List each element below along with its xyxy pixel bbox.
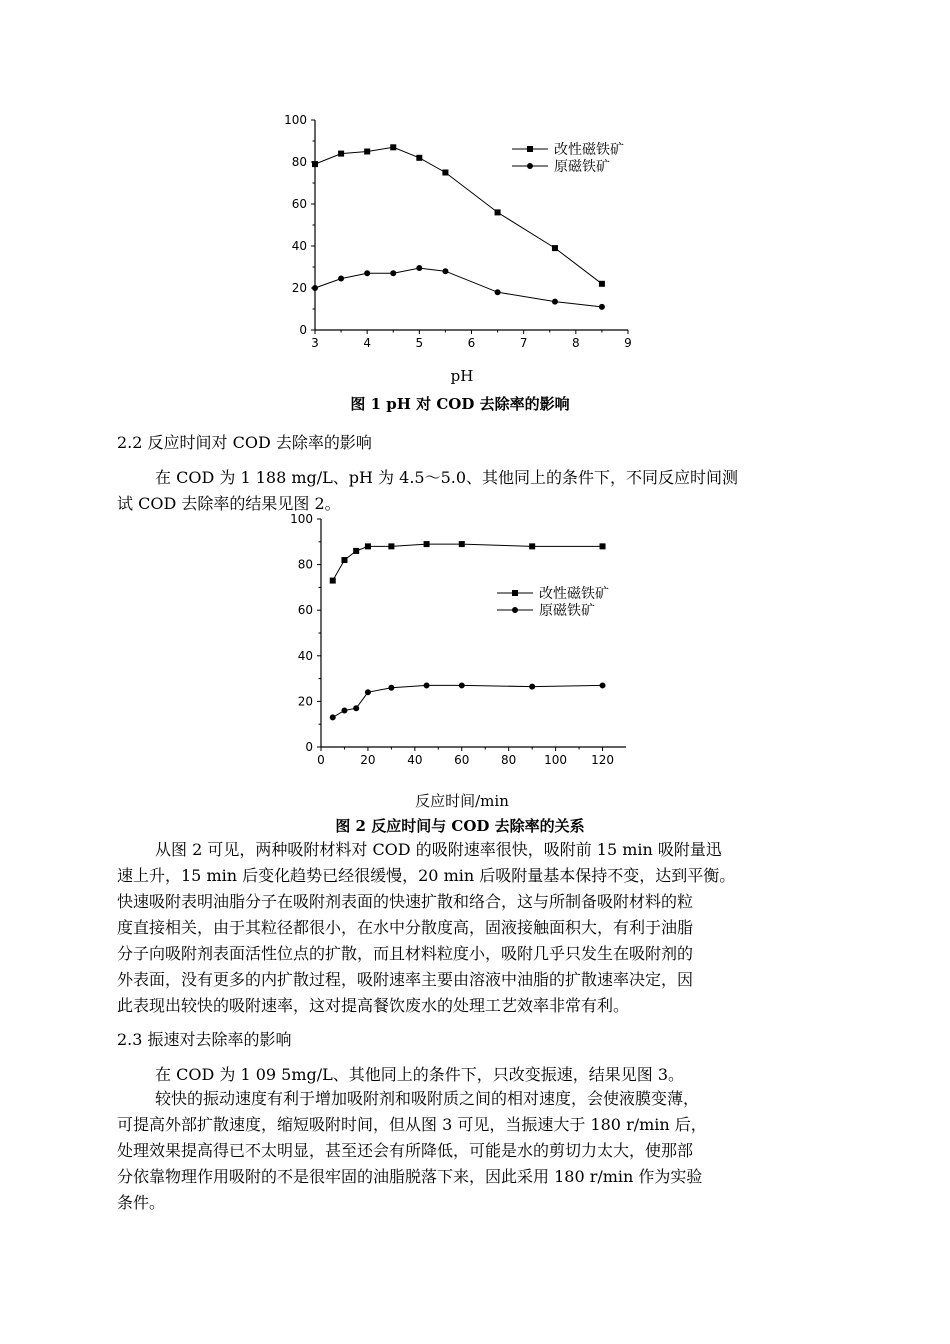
legend-label-1: 改性磁铁矿 <box>554 142 624 158</box>
x-tick-label: 7 <box>519 336 528 350</box>
intro-line: 试 COD 去除率的结果见图 2。 <box>117 494 341 513</box>
x-tick-label: 3 <box>311 336 319 350</box>
data-point-circle <box>600 682 606 688</box>
section-2-2-heading: 2.2 反应时间对 COD 去除率的影响 <box>117 433 372 452</box>
data-point-square <box>330 578 336 584</box>
y-tick-label: 20 <box>297 694 313 709</box>
figure-1-caption: 图 1 pH 对 COD 去除率的影响 <box>350 395 570 413</box>
figure-2-xlabel: 反应时间/min <box>415 792 509 810</box>
legend-label-2: 原磁铁矿 <box>539 603 595 619</box>
x-tick-label: 8 <box>572 336 580 350</box>
x-tick-label: 5 <box>415 336 424 350</box>
series-line-2 <box>333 685 603 717</box>
section-2-3-intro <box>117 1062 837 1088</box>
data-point-square <box>529 543 535 549</box>
discussion-line: 分子向吸附剂表面活性位点的扩散，而且材料粒度小，吸附几乎只发生在吸附剂的 <box>117 944 694 963</box>
data-point-circle <box>365 689 371 695</box>
section-2-3-body <box>117 1086 837 1216</box>
x-tick-label: 40 <box>407 753 423 767</box>
y-tick-label: 100 <box>284 113 307 127</box>
legend-label-1: 改性磁铁矿 <box>539 586 609 602</box>
legend-marker-circle <box>512 607 518 613</box>
data-point-square <box>388 543 394 549</box>
x-tick-label: 0 <box>317 753 325 767</box>
discussion-line: 度直接相关，由于其粒径都很小，在水中分散度高，固液接触面积大，有利于油脂 <box>117 918 694 937</box>
discussion-line: 速上升，15 min 后变化趋势已经很缓慢，20 min 后吸附量基本保持不变，达到平衡。 <box>117 866 736 885</box>
data-point-square <box>353 548 359 554</box>
x-tick-label: 120 <box>591 753 614 767</box>
data-point-square <box>365 543 371 549</box>
y-tick-label: 0 <box>299 323 307 337</box>
data-point-square <box>600 543 606 549</box>
y-tick-label: 80 <box>291 155 307 169</box>
x-tick-label: 4 <box>363 336 371 350</box>
data-point-circle <box>529 684 535 690</box>
legend-marker-square <box>512 590 518 596</box>
data-point-square <box>341 557 347 563</box>
body-line: 处理效果提高得已不太明显，甚至还会有所降低，可能是水的剪切力太大，使那部 <box>117 1141 694 1160</box>
data-point-circle <box>353 705 359 711</box>
x-tick-label: 6 <box>467 336 476 350</box>
intro-line: 在 COD 为 1 188 mg/L、pH 为 4.5～5.0、其他同上的条件下，不同反应时间测 <box>155 468 739 487</box>
section-2-3-heading: 2.3 振速对去除率的影响 <box>117 1030 292 1049</box>
series-line-1 <box>333 544 603 581</box>
y-tick-label: 60 <box>291 197 307 211</box>
y-tick-label: 0 <box>305 740 313 754</box>
y-tick-label: 20 <box>291 281 307 295</box>
data-point-circle <box>424 682 430 688</box>
body-line: 较快的振动速度有利于增加吸附剂和吸附质之间的相对速度，会使液膜变薄， <box>155 1089 700 1108</box>
y-tick-label: 40 <box>297 648 313 663</box>
y-tick-label: 80 <box>297 557 313 572</box>
body-line: 条件。 <box>117 1193 166 1212</box>
discussion-line: 从图 2 可见，两种吸附材料对 COD 的吸附速率很快，吸附前 15 min 吸附量迅 <box>155 840 722 859</box>
discussion-paragraph <box>117 837 837 1019</box>
discussion-line: 此表现出较快的吸附速率，这对提高餐饮废水的处理工艺效率非常有利。 <box>117 996 630 1015</box>
data-point-square <box>424 541 430 547</box>
x-tick-label: 20 <box>360 753 376 767</box>
data-point-circle <box>330 714 336 720</box>
x-tick-label: 100 <box>544 753 568 767</box>
x-tick-label: 9 <box>624 336 632 350</box>
x-tick-label: 80 <box>501 753 517 767</box>
discussion-line: 快速吸附表明油脂分子在吸附剂表面的快速扩散和络合，这与所制备吸附材料的粒 <box>117 892 694 911</box>
intro-line: 在 COD 为 1 09 5mg/L、其他同上的条件下，只改变振速，结果见图 3。 <box>155 1065 685 1084</box>
figure-2-caption: 图 2 反应时间与 COD 去除率的关系 <box>335 817 585 835</box>
data-point-square <box>459 541 465 547</box>
figure-1-xlabel: pH <box>450 367 474 385</box>
y-tick-label: 60 <box>297 603 313 618</box>
data-point-circle <box>388 685 394 691</box>
body-line: 可提高外部扩散速度，缩短吸附时间，但从图 3 可见，当振速大于 180 r/min 后， <box>117 1115 707 1134</box>
x-tick-label: 60 <box>454 753 470 767</box>
y-tick-label: 40 <box>291 239 307 253</box>
y-tick-label: 100 <box>290 512 313 526</box>
discussion-line: 外表面，没有更多的内扩散过程，吸附速率主要由溶液中油脂的扩散速率决定，因 <box>117 970 694 989</box>
data-point-circle <box>459 682 465 688</box>
body-line: 分依靠物理作用吸附的不是很牢固的油脂脱落下来，因此采用 180 r/min 作为实验 <box>117 1167 703 1186</box>
data-point-circle <box>341 708 347 714</box>
legend-label-2: 原磁铁矿 <box>554 159 610 175</box>
